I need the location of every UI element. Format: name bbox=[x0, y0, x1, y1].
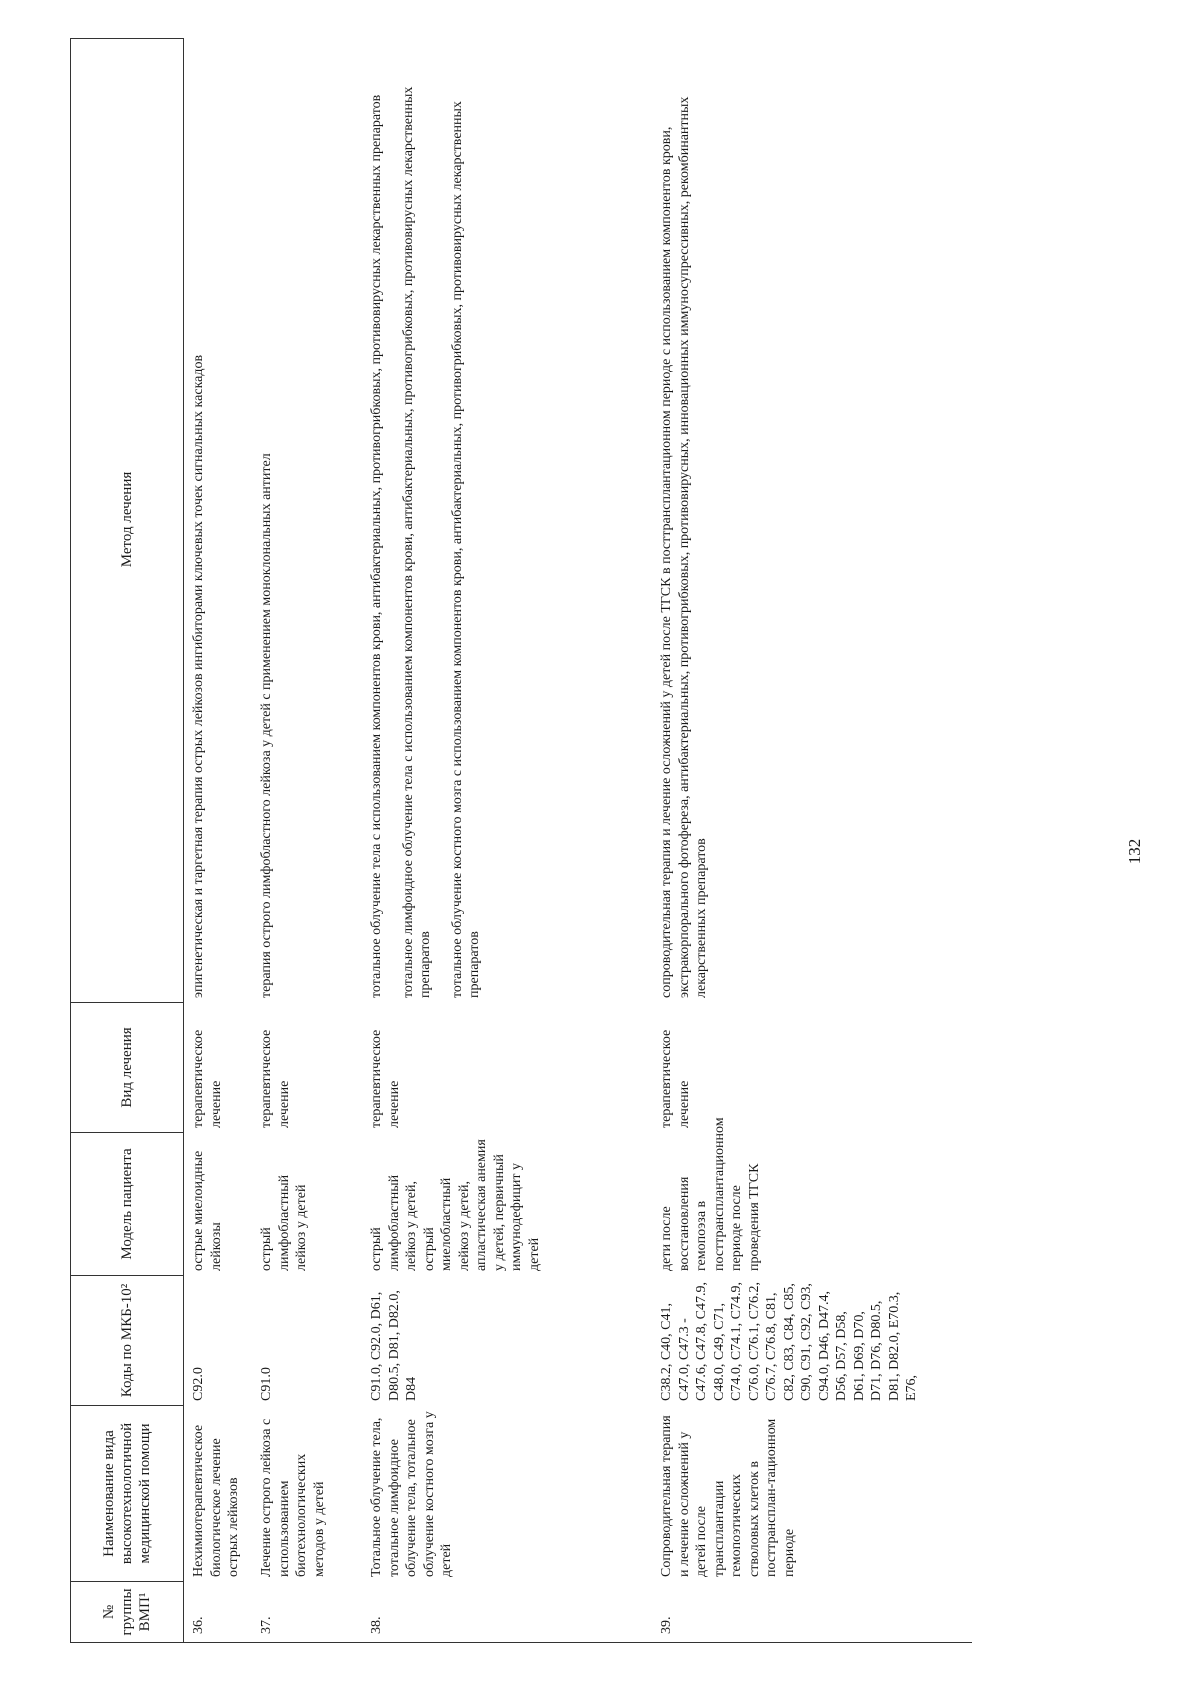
row-care-name: Нехимиотерапевтическое биологическое лечение острых лейкозов bbox=[191, 1424, 241, 1577]
method-item: терапия острого лимфобластного лейкоза у детей с применением моноклональных антител bbox=[259, 453, 274, 998]
row-care-name: Лечение острого лейкоза с использованием биотехнологических методов у детей bbox=[259, 1418, 327, 1577]
row-number: 36. bbox=[191, 1616, 206, 1634]
row-patient-model: дети после восстановления гемопоэза в посттрансплантационном периоде после проведения ТГСК bbox=[659, 1117, 762, 1271]
table-row bbox=[652, 38, 972, 1643]
method-item: сопроводительная терапия и лечение осложнений у детей после ТГСК в посттрансплантационном периоде с использованием компонентов крови, экстракорпорального фотофереза, антибактериальных, противогрибковых, противовирусных, инновационных иммуносупрессивных, рекомбинантных лекарственных препаратов bbox=[659, 96, 709, 998]
table-header bbox=[70, 38, 184, 1643]
treatment-table bbox=[70, 38, 972, 1643]
row-care-name: Тотальное облучение тела, тотальное лимфоидное облучение тела, тотальное облучение костного мозга у детей bbox=[369, 1411, 454, 1577]
header-treatment-method: Метод лечения bbox=[71, 37, 183, 1003]
row-treatment-method bbox=[652, 37, 972, 1003]
row-treatment-method bbox=[252, 37, 362, 1003]
row-icd-codes: C91.0 bbox=[259, 1367, 274, 1401]
table-row bbox=[184, 38, 252, 1643]
row-treatment-kind: терапевтическое лечение bbox=[659, 1029, 692, 1128]
row-treatment-method bbox=[184, 37, 252, 1003]
method-item: тотальное облучение костного мозга с использованием компонентов крови, антибактериальных, противогрибковых, противовирусных лекарственных препаратов bbox=[449, 101, 482, 998]
header-patient-model: Модель пациента bbox=[71, 1133, 183, 1276]
row-number: 37. bbox=[259, 1616, 274, 1634]
table-row bbox=[252, 38, 362, 1643]
row-treatment-kind: терапевтическое лечение bbox=[259, 1029, 292, 1128]
row-treatment-method bbox=[362, 37, 652, 1003]
row-care-name: Сопроводительная терапия и лечение осложнений у детей после трансплантации гемопоэтических стволовых клеток в посттрансплан-тационном периоде bbox=[659, 1415, 797, 1577]
row-number: 38. bbox=[369, 1616, 384, 1634]
row-icd-codes: C92.0 bbox=[191, 1367, 206, 1401]
row-number: 39. bbox=[659, 1616, 674, 1634]
method-item: тотальное облучение тела с использованием компонентов крови, антибактериальных, противогрибковых, противовирусных лекарственных препаратов bbox=[369, 94, 384, 998]
row-treatment-kind: терапевтическое лечение bbox=[369, 1029, 402, 1128]
header-treatment-kind: Вид лечения bbox=[71, 1003, 183, 1133]
row-icd-codes: C38.2, C40, C41, C47.0, C47.3 - C47.6, C47.8, C47.9, C48.0, C49, C71, C74.0, C74.1, C74.9, C76.0, C76.1, C76.2, C76.7, C76.8, C81, C82, C83, C84, C85, C90, C91, C92, C93, C94.0, D46, D47.4, D56, D57, D58, D61, D69, D70, D71, D76, D80.5, D81, D82.0, E70.3, E76, bbox=[659, 1281, 919, 1401]
header-care-name: Наименование вида высокотехнологичной медицинской помощи bbox=[71, 1406, 183, 1582]
header-icd-codes: Коды по МКБ-10² bbox=[71, 1276, 183, 1406]
row-treatment-kind: терапевтическое лечение bbox=[191, 1029, 224, 1128]
row-icd-codes: C91.0, C92.0, D61, D80.5, D81, D82.0, D84 bbox=[369, 1290, 419, 1401]
page-number: 132 bbox=[1125, 838, 1144, 865]
row-patient-model: острые миелоидные лейкозы bbox=[191, 1150, 224, 1271]
table-row bbox=[362, 38, 652, 1643]
row-patient-model: острый лимфобластный лейкоз у детей, острый миелобластный лейкоз у детей, апластическая анемия у детей, первичный иммунодефицит у детей bbox=[369, 1139, 542, 1271]
row-patient-model: острый лимфобластный лейкоз у детей bbox=[259, 1174, 309, 1271]
header-group-number: № группы ВМП¹ bbox=[101, 1588, 153, 1636]
method-item: эпигенетическая и таргетная терапия острых лейкозов ингибиторами ключевых точек сигнальных каскадов bbox=[191, 354, 206, 998]
method-item: тотальное лимфоидное облучение тела с использованием компонентов крови, антибактериальных, противогрибковых, противовирусных лекарственных препаратов bbox=[400, 86, 433, 998]
